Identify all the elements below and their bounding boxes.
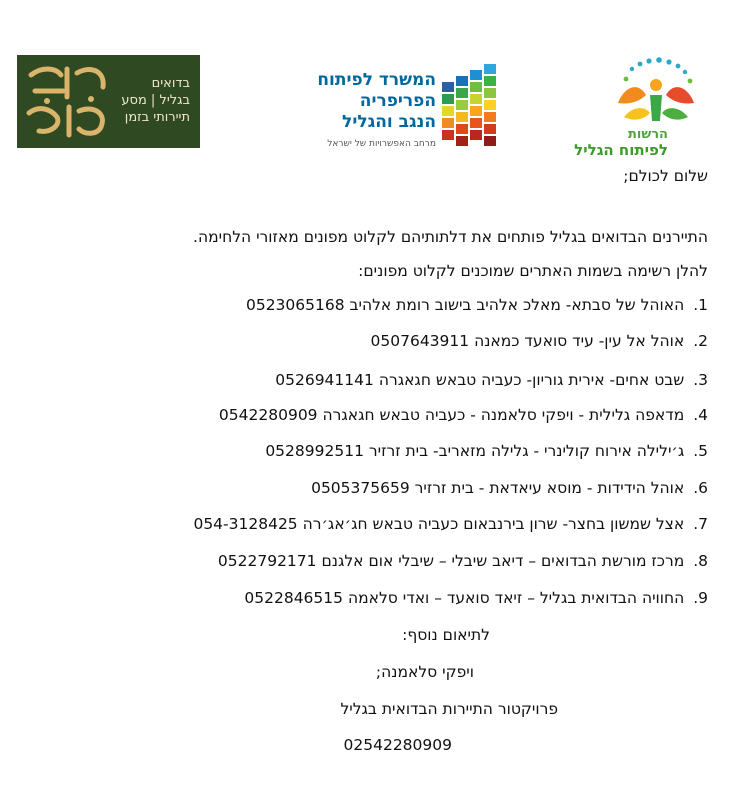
figure-dots-emblem-icon <box>614 55 698 135</box>
list-item-number: 8. <box>693 552 708 570</box>
greeting: שלום לכולם; <box>623 167 708 185</box>
list-item <box>193 514 708 534</box>
contact-phone-number: 02542280909 <box>343 736 452 754</box>
list-item-phone: 0523065168 <box>245 296 345 314</box>
list-item-number: 7. <box>693 515 708 533</box>
list-item-phone: 0526941141 <box>275 371 374 389</box>
galilee-logo-line2: לפיתוח הגליל <box>574 141 668 159</box>
list-item <box>265 441 708 461</box>
list-item <box>244 588 708 608</box>
list-item-phone: 0522792171 <box>217 552 317 570</box>
ministry-logo-text <box>266 70 436 133</box>
bedouin-tourism-logo <box>17 55 200 148</box>
contact-name: ויפקי סלאמנה; <box>375 663 474 681</box>
list-item-phone: 0522846515 <box>244 589 344 607</box>
ministry-logo-line: הפריפריה <box>359 91 436 111</box>
coordination-label: לתיאום נוסף: <box>402 626 490 644</box>
ministry-logo-line: הנגב והגליל <box>342 112 436 132</box>
list-item-phone: 0505375659 <box>311 479 410 497</box>
contact-role: פרויקטור התיירות הבדואית בגליל <box>340 700 558 718</box>
list-item-phone: 0507643911 <box>370 332 470 350</box>
galilee-logo-line1: הרשות <box>628 127 668 142</box>
list-item-number: 6. <box>693 479 708 497</box>
intro-paragraph: התיירנים הבדואים בגליל פותחים את דלתותיהם לקלוט מפונים מאזורי הלחימה. <box>193 228 708 246</box>
list-item-text: החוויה הבדואית בגליל – זיאד סואעד – ואדי סלאמה <box>347 589 685 607</box>
list-item-phone: 0528992511 <box>265 442 364 460</box>
bedouin-logo-line: תיירותי בזמן <box>124 110 190 125</box>
bedouin-logo-line: בדואים <box>151 76 190 91</box>
ministry-logo-line: המשרד לפיתוח <box>317 70 436 90</box>
list-item-number: 4. <box>693 406 708 424</box>
list-item-number: 9. <box>693 589 708 607</box>
list-item-text: אוהל הידידות - מוסא עיאדאת - בית זרזיר <box>414 479 685 497</box>
list-item-number: 3. <box>693 371 708 389</box>
list-item-phone: 0542280909 <box>218 406 318 424</box>
bedouin-logo-line: בגליל | מסע <box>121 93 190 108</box>
list-item <box>246 295 708 315</box>
list-heading: להלן רשימה בשמות האתרים שמוכנים לקלוט מפונים: <box>358 262 708 280</box>
color-grid-icon <box>442 64 498 148</box>
list-item-number: 2. <box>693 332 708 350</box>
list-item <box>371 331 708 351</box>
list-item-text: שבט אחים- אירית גוריון- כעביה טבאש חגאגרה <box>378 371 685 389</box>
list-item-text: ג׳ילילה אירוח קולינרי - גלילה מזאריב- בית זרזיר <box>368 442 685 460</box>
list-item-text: אצל שמשון בחצר- שרון בירנבאום כעביה טבאש חג׳אג׳רה <box>302 515 685 533</box>
list-item-text: מרכז מורשת הבדואים – דיאב שיבלי – שיבלי אום אלגנם <box>321 552 685 570</box>
list-item <box>219 405 708 425</box>
list-item <box>218 551 708 571</box>
list-item-number: 1. <box>693 296 708 314</box>
bedouin-logo-text <box>104 75 190 126</box>
list-item-text: אוהל אל עין- עיד סואעד כמאנה <box>474 332 685 350</box>
calligraphy-mark-icon <box>21 61 113 143</box>
ministry-periphery-logo <box>265 62 500 154</box>
list-item-text: מדאפה גלילית - ויפקי סלאמנה - כעביה טבאש חגאגרה <box>322 406 685 424</box>
list-item <box>311 478 708 498</box>
galilee-authority-logo <box>528 55 700 159</box>
contact-phone <box>344 735 452 755</box>
ministry-logo-tagline: מרחב האפשרויות של ישראל <box>327 139 436 149</box>
list-item <box>275 370 708 390</box>
list-item-number: 5. <box>693 442 708 460</box>
list-item-text: האוהל של סבתא- מאלכ אלהיב בישוב רומת אלהיב <box>349 296 685 314</box>
list-item-phone: 054-3128425 <box>193 515 298 533</box>
